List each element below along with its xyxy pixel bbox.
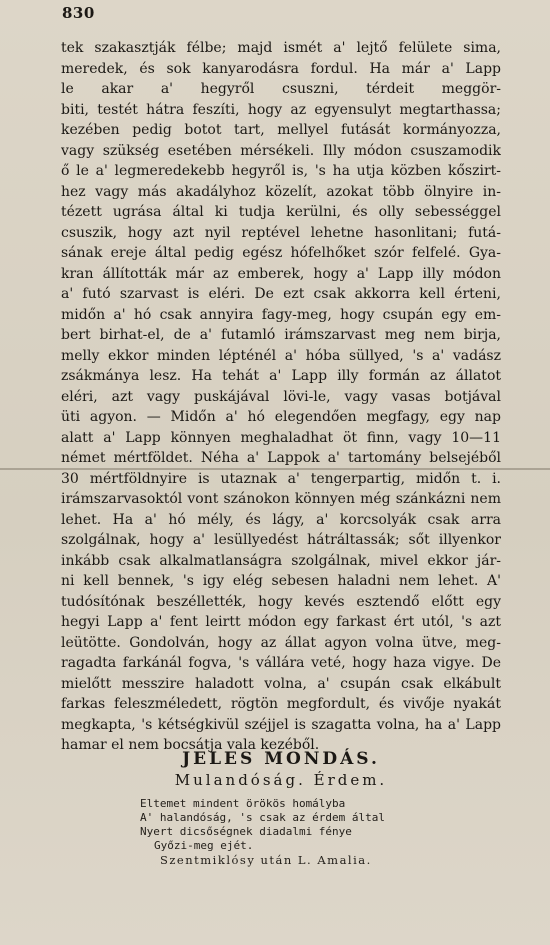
text-line: megkapta, 's kétségkivül széjjel is szagatta volna, ha a' Lapp [61, 716, 501, 733]
text-line: biti, testét hátra feszíti, hogy az egyensulyt megtarthassa; [61, 101, 501, 118]
text-line: leütötte. Gondolván, hogy az állat agyon volna ütve, meg- [61, 634, 501, 651]
text-line: csuszik, hogy azt nyil reptével lehetne hasonlitani; futá- [61, 224, 501, 241]
text-line: ragadta farkánál fogva, 's vállára veté, hogy haza vigye. De [61, 655, 501, 671]
text-line: sának ereje által pedig egész hófelhőket szór felfelé. Gya- [61, 245, 501, 261]
text-line: irámszarvasoktól vont szánokon könnyen még szánkázni nem [61, 491, 501, 507]
text-line: kezében pedig botot tart, mellyel futását kormányozza, [61, 122, 501, 138]
text-line: kran állították már az emberek, hogy a' Lapp illy módon [61, 265, 501, 282]
text-line: mielőtt messzire haladott volna, a' csupán csak elkábult [61, 675, 501, 692]
poem-line: A' halandóság, 's csak az érdem által [140, 811, 386, 824]
text-line: üti agyon. — Midőn a' hó elegendően megfagy, egy nap [61, 409, 501, 425]
text-line: tézett ugrása által ki tudja kerülni, és olly sebességgel [61, 204, 501, 220]
text-line: zsákmánya lesz. Ha tehát a' Lapp illy formán az állatot [61, 368, 501, 384]
poem-line: Eltemet mindent örökös homályba [140, 797, 346, 810]
text-line: 30 mértföldnyire is utaznak a' tengerpartig, midőn t. i. [61, 470, 501, 487]
text-line: hez vagy más akadályhoz közelít, azokat több ölnyire in- [61, 183, 501, 200]
text-line: eléri, azt vagy puskájával lövi-le, vagy vasas botjával [61, 388, 501, 405]
page-number: 830 [62, 4, 95, 22]
poem-line: Győzi-meg ejét. [154, 839, 254, 852]
poem-line: Nyert dicsőségnek diadalmi fénye [140, 825, 352, 838]
text-line: lehet. Ha a' hó mély, és lágy, a' korcsolyák csak arra [61, 511, 501, 528]
poem [140, 797, 500, 867]
motto-section [61, 748, 501, 790]
body-text [61, 38, 501, 756]
text-line: német mértföldet. Néha a' Lappok a' tartomány belsejéből [61, 450, 501, 466]
text-line: a' futó szarvast is eléri. De ezt csak akkorra kell érteni, [61, 286, 501, 302]
text-line: tek szakasztják félbe; majd ismét a' lejtő felülete sima, [61, 40, 501, 56]
text-line: alatt a' Lapp könnyen meghaladhat öt finn, vagy 10—11 [61, 429, 501, 446]
motto-subtitle: Mulandóság. Érdem. [174, 771, 388, 789]
text-line: vagy szükség esetében mérsékeli. Illy módon csuszamodik [61, 142, 501, 159]
text-line: farkas feleszméledett, rögtön megfordult, és vivője nyakát [61, 696, 501, 712]
motto-title: JELES MONDÁS. [182, 749, 380, 769]
text-line: le akar a' hegyről csuszni, térdeit meggör- [61, 81, 501, 97]
poem-signature: Szentmiklósy után L. Amalia. [160, 853, 372, 867]
text-line: ni kell bennek, 's igy elég sebesen haladni nem lehet. A' [61, 573, 501, 589]
text-line: hegyi Lapp a' fent leirtt módon egy farkast ért utól, 's azt [61, 614, 501, 630]
text-line: ő le a' legmeredekebb hegyről is, 's ha utja közben kőszirt- [61, 163, 501, 179]
text-line: midőn a' hó csak annyira fagy-meg, hogy csupán egy em- [61, 306, 501, 323]
text-line: hamar el nem bocsátja vala kezéből. [61, 737, 320, 753]
text-line: inkább csak alkalmatlanságra szolgálnak, mivel ekkor jár- [61, 552, 501, 569]
text-line: melly ekkor minden lépténél a' hóba süllyed, 's a' vadász [61, 347, 501, 364]
text-line: tudósítónak beszéllették, hogy kevés esztendő előtt egy [61, 593, 501, 610]
text-line: bert birhat-el, de a' futamló irámszarvast meg nem birja, [61, 327, 501, 343]
text-line: szolgálnak, hogy a' lesüllyedést hátráltassák; sőt illyenkor [61, 532, 501, 548]
text-line: meredek, és sok kanyarodásra fordul. Ha már a' Lapp [61, 60, 501, 77]
